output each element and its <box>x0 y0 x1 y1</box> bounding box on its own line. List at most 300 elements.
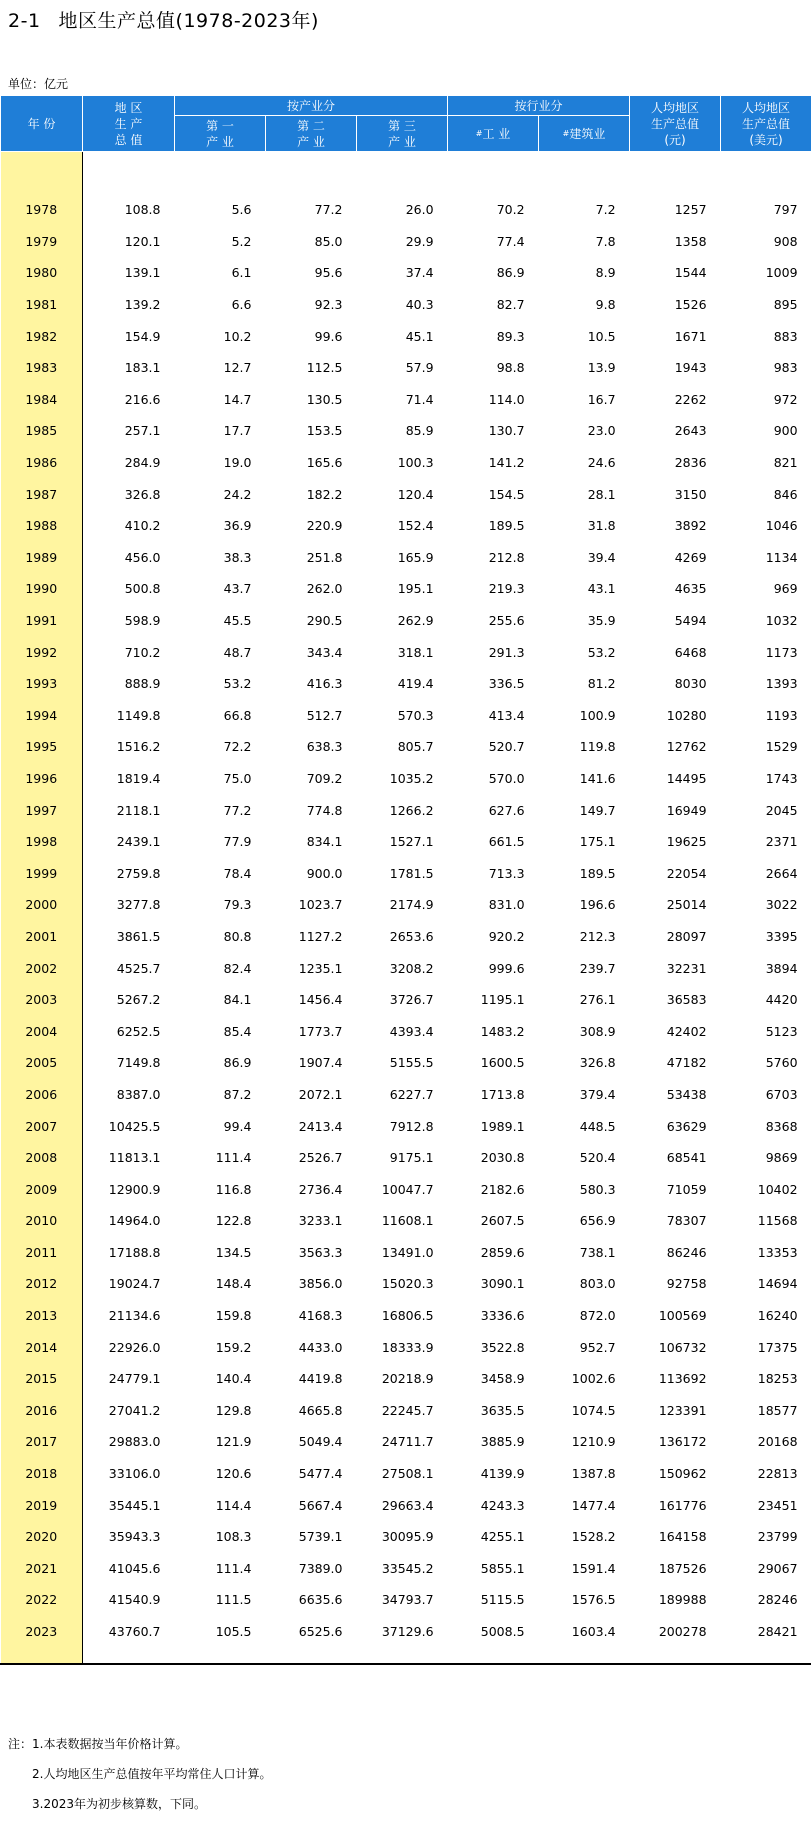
year-cell: 1993 <box>1 668 83 700</box>
per-capita-usd-cell: 1393 <box>721 668 811 700</box>
empty-cell <box>448 152 539 195</box>
table-row <box>1 352 811 384</box>
gdp-cell: 284.9 <box>83 447 175 479</box>
gdp-cell: 5267.2 <box>83 984 175 1016</box>
construction-cell: 656.9 <box>539 1205 630 1237</box>
per-capita-yuan-cell: 2643 <box>630 415 721 447</box>
empty-cell <box>721 1647 811 1663</box>
table-row <box>1 447 811 479</box>
header-industry-label: 工 业 <box>482 127 510 141</box>
header-primary <box>175 116 266 152</box>
per-capita-yuan-cell: 187526 <box>630 1553 721 1585</box>
per-capita-yuan-cell: 1358 <box>630 226 721 258</box>
tertiary-cell: 85.9 <box>357 415 448 447</box>
gdp-cell: 29883.0 <box>83 1426 175 1458</box>
construction-cell: 872.0 <box>539 1300 630 1332</box>
secondary-cell: 1907.4 <box>266 1047 357 1079</box>
year-cell: 2000 <box>1 889 83 921</box>
secondary-cell: 7389.0 <box>266 1553 357 1585</box>
secondary-cell: 2072.1 <box>266 1079 357 1111</box>
construction-cell: 10.5 <box>539 320 630 352</box>
primary-cell: 78.4 <box>175 857 266 889</box>
industry-cell: 130.7 <box>448 415 539 447</box>
tertiary-cell: 29663.4 <box>357 1489 448 1521</box>
per-capita-usd-cell: 22813 <box>721 1458 811 1490</box>
year-cell: 2010 <box>1 1205 83 1237</box>
industry-cell: 4243.3 <box>448 1489 539 1521</box>
secondary-cell: 182.2 <box>266 478 357 510</box>
industry-cell: 3336.6 <box>448 1300 539 1332</box>
per-capita-yuan-cell: 16949 <box>630 794 721 826</box>
gdp-cell: 257.1 <box>83 415 175 447</box>
primary-cell: 111.4 <box>175 1553 266 1585</box>
primary-cell: 17.7 <box>175 415 266 447</box>
table-row <box>1 510 811 542</box>
per-capita-usd-cell: 16240 <box>721 1300 811 1332</box>
secondary-cell: 85.0 <box>266 226 357 258</box>
empty-cell <box>448 1647 539 1663</box>
per-capita-usd-cell: 4420 <box>721 984 811 1016</box>
year-cell: 1985 <box>1 415 83 447</box>
primary-cell: 120.6 <box>175 1458 266 1490</box>
per-capita-yuan-cell: 86246 <box>630 1237 721 1269</box>
header-year: 年 份 <box>1 96 83 152</box>
per-capita-yuan-cell: 92758 <box>630 1268 721 1300</box>
gdp-cell: 41045.6 <box>83 1553 175 1585</box>
header-line: 产 业 <box>175 134 265 150</box>
empty-cell <box>266 152 357 195</box>
tertiary-cell: 29.9 <box>357 226 448 258</box>
secondary-cell: 3233.1 <box>266 1205 357 1237</box>
per-capita-usd-cell: 23799 <box>721 1521 811 1553</box>
year-cell: 2005 <box>1 1047 83 1079</box>
per-capita-yuan-cell: 71059 <box>630 1173 721 1205</box>
secondary-cell: 2413.4 <box>266 1110 357 1142</box>
table-row <box>1 889 811 921</box>
per-capita-yuan-cell: 1671 <box>630 320 721 352</box>
per-capita-yuan-cell: 2262 <box>630 384 721 416</box>
year-cell: 1990 <box>1 573 83 605</box>
industry-cell: 82.7 <box>448 289 539 321</box>
table-number: 2-1 <box>8 10 41 32</box>
year-cell: 1984 <box>1 384 83 416</box>
per-capita-yuan-cell: 28097 <box>630 921 721 953</box>
construction-cell: 379.4 <box>539 1079 630 1111</box>
secondary-cell: 3563.3 <box>266 1237 357 1269</box>
gdp-cell: 35943.3 <box>83 1521 175 1553</box>
year-cell: 1986 <box>1 447 83 479</box>
footnote-marker: # <box>476 129 483 138</box>
gdp-cell: 3277.8 <box>83 889 175 921</box>
tertiary-cell: 24711.7 <box>357 1426 448 1458</box>
construction-cell: 212.3 <box>539 921 630 953</box>
construction-cell: 1002.6 <box>539 1363 630 1395</box>
header-line: 产 业 <box>357 134 447 150</box>
secondary-cell: 251.8 <box>266 542 357 574</box>
industry-cell: 999.6 <box>448 952 539 984</box>
header-tertiary <box>357 116 448 152</box>
secondary-cell: 4665.8 <box>266 1395 357 1427</box>
tertiary-cell: 195.1 <box>357 573 448 605</box>
tertiary-cell: 16806.5 <box>357 1300 448 1332</box>
per-capita-usd-cell: 1743 <box>721 763 811 795</box>
gdp-table-container <box>0 95 811 1663</box>
industry-cell: 141.2 <box>448 447 539 479</box>
per-capita-yuan-cell: 5494 <box>630 605 721 637</box>
industry-cell: 86.9 <box>448 257 539 289</box>
per-capita-usd-cell: 13353 <box>721 1237 811 1269</box>
industry-cell: 1195.1 <box>448 984 539 1016</box>
table-row <box>1 1426 811 1458</box>
tertiary-cell: 6227.7 <box>357 1079 448 1111</box>
primary-cell: 79.3 <box>175 889 266 921</box>
per-capita-yuan-cell: 161776 <box>630 1489 721 1521</box>
per-capita-yuan-cell: 6468 <box>630 636 721 668</box>
gdp-cell: 8387.0 <box>83 1079 175 1111</box>
table-row <box>1 257 811 289</box>
year-cell: 1988 <box>1 510 83 542</box>
primary-cell: 121.9 <box>175 1426 266 1458</box>
gdp-cell: 710.2 <box>83 636 175 668</box>
construction-cell: 803.0 <box>539 1268 630 1300</box>
per-capita-yuan-cell: 19625 <box>630 826 721 858</box>
tertiary-cell: 33545.2 <box>357 1553 448 1585</box>
per-capita-usd-cell: 18253 <box>721 1363 811 1395</box>
gdp-cell: 139.2 <box>83 289 175 321</box>
industry-cell: 70.2 <box>448 194 539 226</box>
secondary-cell: 638.3 <box>266 731 357 763</box>
gdp-cell: 27041.2 <box>83 1395 175 1427</box>
empty-cell <box>83 152 175 195</box>
tertiary-cell: 27508.1 <box>357 1458 448 1490</box>
table-row <box>1 478 811 510</box>
primary-cell: 159.2 <box>175 1331 266 1363</box>
secondary-cell: 834.1 <box>266 826 357 858</box>
construction-cell: 1591.4 <box>539 1553 630 1585</box>
primary-cell: 66.8 <box>175 700 266 732</box>
industry-cell: 4255.1 <box>448 1521 539 1553</box>
primary-cell: 148.4 <box>175 1268 266 1300</box>
table-row <box>1 320 811 352</box>
construction-cell: 141.6 <box>539 763 630 795</box>
header-per-capita-yuan <box>630 96 721 152</box>
empty-cell <box>175 152 266 195</box>
per-capita-yuan-cell: 136172 <box>630 1426 721 1458</box>
gdp-cell: 2118.1 <box>83 794 175 826</box>
per-capita-usd-cell: 9869 <box>721 1142 811 1174</box>
footnote-marker: # <box>563 129 570 138</box>
industry-cell: 570.0 <box>448 763 539 795</box>
table-row <box>1 289 811 321</box>
industry-cell: 154.5 <box>448 478 539 510</box>
header-by-industry: 按产业分 <box>175 96 448 116</box>
table-row <box>1 1521 811 1553</box>
year-cell: 2002 <box>1 952 83 984</box>
per-capita-usd-cell: 983 <box>721 352 811 384</box>
industry-cell: 77.4 <box>448 226 539 258</box>
industry-cell: 336.5 <box>448 668 539 700</box>
industry-cell: 3522.8 <box>448 1331 539 1363</box>
per-capita-yuan-cell: 1544 <box>630 257 721 289</box>
secondary-cell: 1023.7 <box>266 889 357 921</box>
header-gdp <box>83 96 175 152</box>
gdp-cell: 43760.7 <box>83 1616 175 1648</box>
year-cell: 2021 <box>1 1553 83 1585</box>
industry-cell: 212.8 <box>448 542 539 574</box>
per-capita-yuan-cell: 14495 <box>630 763 721 795</box>
per-capita-usd-cell: 1046 <box>721 510 811 542</box>
empty-cell <box>266 1647 357 1663</box>
header-construction <box>539 116 630 152</box>
industry-cell: 1989.1 <box>448 1110 539 1142</box>
per-capita-yuan-cell: 3892 <box>630 510 721 542</box>
per-capita-usd-cell: 6703 <box>721 1079 811 1111</box>
header-gdp-line: 生 产 <box>83 116 174 132</box>
gdp-cell: 326.8 <box>83 478 175 510</box>
per-capita-usd-cell: 797 <box>721 194 811 226</box>
construction-cell: 149.7 <box>539 794 630 826</box>
construction-cell: 1603.4 <box>539 1616 630 1648</box>
per-capita-yuan-cell: 53438 <box>630 1079 721 1111</box>
table-bottom-rule <box>0 1663 811 1665</box>
secondary-cell: 3856.0 <box>266 1268 357 1300</box>
year-cell: 1982 <box>1 320 83 352</box>
primary-cell: 19.0 <box>175 447 266 479</box>
per-capita-yuan-cell: 63629 <box>630 1110 721 1142</box>
table-row <box>1 668 811 700</box>
per-capita-usd-cell: 2045 <box>721 794 811 826</box>
tertiary-cell: 45.1 <box>357 320 448 352</box>
spacer-row <box>1 152 811 195</box>
header-line: 第 二 <box>266 118 356 134</box>
tertiary-cell: 20218.9 <box>357 1363 448 1395</box>
per-capita-yuan-cell: 189988 <box>630 1584 721 1616</box>
primary-cell: 24.2 <box>175 478 266 510</box>
tertiary-cell: 3726.7 <box>357 984 448 1016</box>
tertiary-cell: 9175.1 <box>357 1142 448 1174</box>
primary-cell: 53.2 <box>175 668 266 700</box>
per-capita-yuan-cell: 42402 <box>630 1015 721 1047</box>
year-cell: 2003 <box>1 984 83 1016</box>
gdp-cell: 12900.9 <box>83 1173 175 1205</box>
industry-cell: 627.6 <box>448 794 539 826</box>
per-capita-usd-cell: 821 <box>721 447 811 479</box>
table-title-text: 地区生产总值(1978-2023年) <box>59 10 319 32</box>
year-cell: 1992 <box>1 636 83 668</box>
per-capita-yuan-cell: 47182 <box>630 1047 721 1079</box>
industry-cell: 2030.8 <box>448 1142 539 1174</box>
per-capita-usd-cell: 29067 <box>721 1553 811 1585</box>
construction-cell: 81.2 <box>539 668 630 700</box>
secondary-cell: 416.3 <box>266 668 357 700</box>
per-capita-usd-cell: 1173 <box>721 636 811 668</box>
table-row <box>1 1616 811 1648</box>
primary-cell: 111.4 <box>175 1142 266 1174</box>
per-capita-usd-cell: 28421 <box>721 1616 811 1648</box>
tertiary-cell: 152.4 <box>357 510 448 542</box>
year-cell: 2019 <box>1 1489 83 1521</box>
table-row <box>1 700 811 732</box>
construction-cell: 448.5 <box>539 1110 630 1142</box>
primary-cell: 85.4 <box>175 1015 266 1047</box>
per-capita-yuan-cell: 164158 <box>630 1521 721 1553</box>
table-row <box>1 1079 811 1111</box>
year-cell: 1978 <box>1 194 83 226</box>
empty-cell <box>539 1647 630 1663</box>
industry-cell: 3635.5 <box>448 1395 539 1427</box>
header-line: 生产总值 <box>630 116 720 132</box>
year-cell <box>1 1647 83 1663</box>
industry-cell: 98.8 <box>448 352 539 384</box>
gdp-table <box>0 95 811 1663</box>
primary-cell: 75.0 <box>175 763 266 795</box>
gdp-cell: 120.1 <box>83 226 175 258</box>
gdp-cell: 19024.7 <box>83 1268 175 1300</box>
year-cell: 2015 <box>1 1363 83 1395</box>
secondary-cell: 290.5 <box>266 605 357 637</box>
per-capita-usd-cell: 900 <box>721 415 811 447</box>
per-capita-usd-cell: 846 <box>721 478 811 510</box>
table-row <box>1 857 811 889</box>
per-capita-usd-cell: 895 <box>721 289 811 321</box>
gdp-cell: 456.0 <box>83 542 175 574</box>
gdp-cell: 11813.1 <box>83 1142 175 1174</box>
table-row <box>1 1237 811 1269</box>
secondary-cell: 1773.7 <box>266 1015 357 1047</box>
tertiary-cell: 15020.3 <box>357 1268 448 1300</box>
table-row <box>1 1110 811 1142</box>
year-cell: 2008 <box>1 1142 83 1174</box>
table-row <box>1 1142 811 1174</box>
gdp-cell: 410.2 <box>83 510 175 542</box>
empty-cell <box>83 1647 175 1663</box>
year-cell: 1999 <box>1 857 83 889</box>
per-capita-yuan-cell: 200278 <box>630 1616 721 1648</box>
industry-cell: 219.3 <box>448 573 539 605</box>
per-capita-usd-cell: 969 <box>721 573 811 605</box>
header-line: (元) <box>630 132 720 148</box>
primary-cell: 114.4 <box>175 1489 266 1521</box>
header-industry <box>448 116 539 152</box>
secondary-cell: 2736.4 <box>266 1173 357 1205</box>
primary-cell: 140.4 <box>175 1363 266 1395</box>
secondary-cell: 220.9 <box>266 510 357 542</box>
construction-cell: 580.3 <box>539 1173 630 1205</box>
construction-cell: 326.8 <box>539 1047 630 1079</box>
construction-cell: 8.9 <box>539 257 630 289</box>
per-capita-yuan-cell: 25014 <box>630 889 721 921</box>
tertiary-cell: 37129.6 <box>357 1616 448 1648</box>
year-cell: 2016 <box>1 1395 83 1427</box>
industry-cell: 89.3 <box>448 320 539 352</box>
industry-cell: 2182.6 <box>448 1173 539 1205</box>
gdp-cell: 33106.0 <box>83 1458 175 1490</box>
header-per-capita-usd <box>721 96 811 152</box>
tertiary-cell: 1527.1 <box>357 826 448 858</box>
construction-cell: 520.4 <box>539 1142 630 1174</box>
table-row <box>1 1363 811 1395</box>
industry-cell: 831.0 <box>448 889 539 921</box>
empty-cell <box>721 152 811 195</box>
end-padding-row <box>1 1647 811 1663</box>
construction-cell: 35.9 <box>539 605 630 637</box>
construction-cell: 308.9 <box>539 1015 630 1047</box>
primary-cell: 129.8 <box>175 1395 266 1427</box>
gdp-cell: 2759.8 <box>83 857 175 889</box>
year-cell: 1979 <box>1 226 83 258</box>
secondary-cell: 2526.7 <box>266 1142 357 1174</box>
industry-cell: 189.5 <box>448 510 539 542</box>
year-cell: 1981 <box>1 289 83 321</box>
table-row <box>1 921 811 953</box>
industry-cell: 3090.1 <box>448 1268 539 1300</box>
primary-cell: 80.8 <box>175 921 266 953</box>
year-cell: 1980 <box>1 257 83 289</box>
construction-cell: 1576.5 <box>539 1584 630 1616</box>
gdp-cell: 598.9 <box>83 605 175 637</box>
tertiary-cell: 4393.4 <box>357 1015 448 1047</box>
primary-cell: 72.2 <box>175 731 266 763</box>
year-cell: 2023 <box>1 1616 83 1648</box>
header-line: 第 一 <box>175 118 265 134</box>
year-cell: 2007 <box>1 1110 83 1142</box>
tertiary-cell: 7912.8 <box>357 1110 448 1142</box>
secondary-cell: 343.4 <box>266 636 357 668</box>
per-capita-yuan-cell: 22054 <box>630 857 721 889</box>
tertiary-cell: 318.1 <box>357 636 448 668</box>
per-capita-usd-cell: 1529 <box>721 731 811 763</box>
header-line: 人均地区 <box>630 100 720 116</box>
primary-cell: 45.5 <box>175 605 266 637</box>
tertiary-cell: 1781.5 <box>357 857 448 889</box>
construction-cell: 53.2 <box>539 636 630 668</box>
gdp-cell: 17188.8 <box>83 1237 175 1269</box>
year-cell: 2014 <box>1 1331 83 1363</box>
secondary-cell: 4168.3 <box>266 1300 357 1332</box>
table-row <box>1 952 811 984</box>
primary-cell: 82.4 <box>175 952 266 984</box>
primary-cell: 6.6 <box>175 289 266 321</box>
secondary-cell: 5739.1 <box>266 1521 357 1553</box>
header-gdp-line: 地 区 <box>83 100 174 116</box>
per-capita-yuan-cell: 4269 <box>630 542 721 574</box>
table-row <box>1 1458 811 1490</box>
empty-cell <box>175 1647 266 1663</box>
per-capita-yuan-cell: 68541 <box>630 1142 721 1174</box>
construction-cell: 39.4 <box>539 542 630 574</box>
gdp-cell: 24779.1 <box>83 1363 175 1395</box>
construction-cell: 43.1 <box>539 573 630 605</box>
tertiary-cell: 2174.9 <box>357 889 448 921</box>
tertiary-cell: 13491.0 <box>357 1237 448 1269</box>
secondary-cell: 774.8 <box>266 794 357 826</box>
table-row <box>1 1584 811 1616</box>
per-capita-yuan-cell: 32231 <box>630 952 721 984</box>
empty-cell <box>630 152 721 195</box>
secondary-cell: 6635.6 <box>266 1584 357 1616</box>
year-cell: 1998 <box>1 826 83 858</box>
construction-cell: 28.1 <box>539 478 630 510</box>
table-row <box>1 384 811 416</box>
industry-cell: 4139.9 <box>448 1458 539 1490</box>
construction-cell: 196.6 <box>539 889 630 921</box>
secondary-cell: 1127.2 <box>266 921 357 953</box>
secondary-cell: 5049.4 <box>266 1426 357 1458</box>
tertiary-cell: 11608.1 <box>357 1205 448 1237</box>
year-cell: 1995 <box>1 731 83 763</box>
header-line: 生产总值 <box>721 116 811 132</box>
secondary-cell: 5667.4 <box>266 1489 357 1521</box>
